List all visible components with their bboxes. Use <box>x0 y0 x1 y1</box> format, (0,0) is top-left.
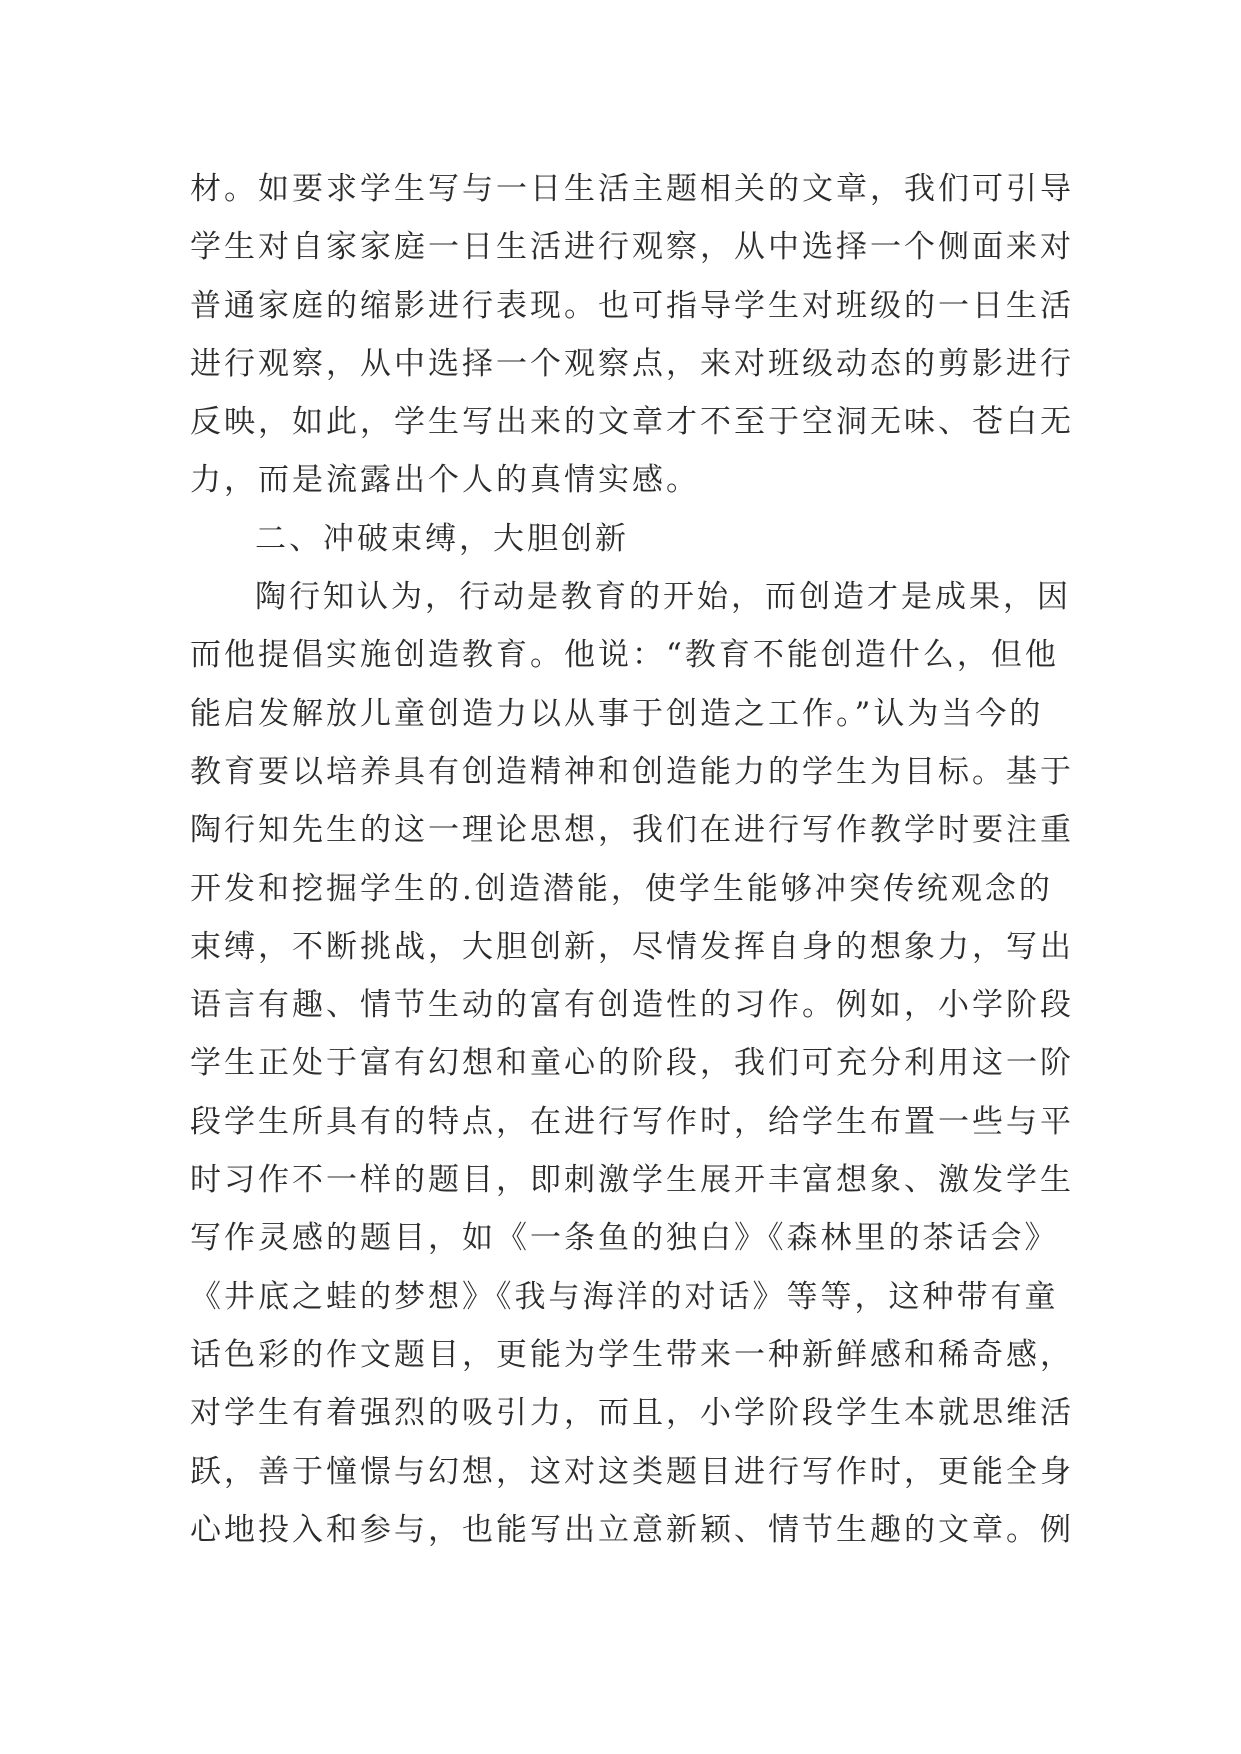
text-line: 陶行知先生的这一理论思想，我们在进行写作教学时要注重 <box>190 812 1074 849</box>
text-line: 心地投入和参与，也能写出立意新颖、情节生趣的文章。例 <box>190 1511 1074 1548</box>
text-line: 《井底之蛙的梦想》《我与海洋的对话》等等，这种带有童 <box>190 1278 1059 1315</box>
text-line: 开发和挖掘学生的.创造潜能，使学生能够冲突传统观念的 <box>190 870 1053 907</box>
text-line: 学生对自家家庭一日生活进行观察，从中选择一个侧面来对 <box>190 229 1074 266</box>
text-line: 而他提倡实施创造教育。他说：“教育不能创造什么，但他 <box>190 637 1059 674</box>
text-line: 束缚，不断挑战，大胆创新，尽情发挥自身的想象力，写出 <box>190 928 1074 965</box>
text-line: 跃，善于憧憬与幻想，这对这类题目进行写作时，更能全身 <box>190 1453 1074 1490</box>
text-line: 普通家庭的缩影进行表现。也可指导学生对班级的一日生活 <box>190 287 1074 324</box>
text-line: 教育要以培养具有创造精神和创造能力的学生为目标。基于 <box>190 753 1074 790</box>
text-line: 写作灵感的题目，如《一条鱼的独白》《森林里的茶话会》 <box>190 1220 1059 1257</box>
text-line: 学生正处于富有幻想和童心的阶段，我们可充分利用这一阶 <box>190 1045 1074 1082</box>
text-line: 时习作不一样的题目，即刺激学生展开丰富想象、激发学生 <box>190 1162 1074 1199</box>
section-heading: 二、冲破束缚，大胆创新 <box>255 520 629 557</box>
text-line: 陶行知认为，行动是教育的开始，而创造才是成果，因 <box>255 579 1071 616</box>
text-line: 对学生有着强烈的吸引力，而且，小学阶段学生本就思维活 <box>190 1395 1074 1432</box>
body-text <box>190 160 1074 1559</box>
text-line: 力，而是流露出个人的真情实感。 <box>190 462 700 499</box>
text-line: 能启发解放儿童创造力以从事于创造之工作。”认为当今的 <box>190 695 1044 732</box>
text-line: 反映，如此，学生写出来的文章才不至于空洞无味、苍白无 <box>190 404 1074 441</box>
text-line: 语言有趣、情节生动的富有创造性的习作。例如，小学阶段 <box>190 987 1074 1024</box>
text-line: 材。如要求学生写与一日生活主题相关的文章，我们可引导 <box>190 171 1074 207</box>
text-line: 段学生所具有的特点，在进行写作时，给学生布置一些与平 <box>190 1103 1074 1140</box>
text-line: 话色彩的作文题目，更能为学生带来一种新鲜感和稀奇感， <box>190 1336 1074 1373</box>
text-line: 进行观察，从中选择一个观察点，来对班级动态的剪影进行 <box>190 345 1074 382</box>
